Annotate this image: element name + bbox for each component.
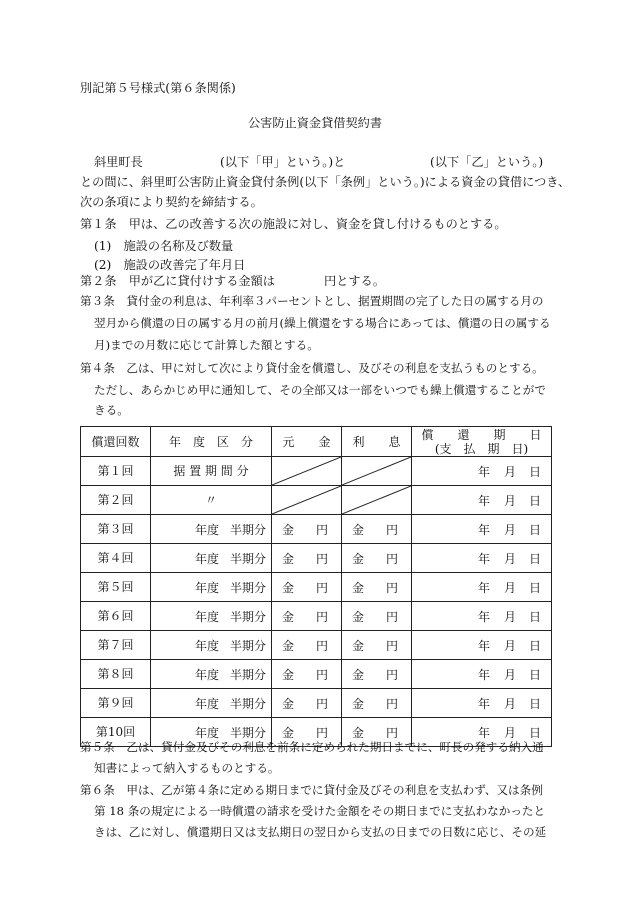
intro-line3: 次の条項により契約を締結する。 <box>80 195 263 209</box>
period-year-label: 年度 <box>195 552 220 566</box>
kin-label: 金 <box>282 726 295 740</box>
row-due-date <box>412 660 552 689</box>
row-interest <box>342 602 412 631</box>
kin-label: 金 <box>352 726 365 740</box>
intro-party-a: (以下「甲」という。)と <box>220 155 346 169</box>
form-label: 別記第５号様式(第６条関係) <box>80 81 236 95</box>
row-interest <box>342 631 412 660</box>
yen-label: 円 <box>316 668 329 682</box>
row-principal <box>272 573 342 602</box>
row-period <box>151 631 272 660</box>
kin-label: 金 <box>352 639 365 653</box>
row-interest <box>342 689 412 718</box>
article-4-line1: 第４条 乙は、甲に対して次により貸付金を償還し、及びその利息を支払うものとする。 <box>80 361 544 375</box>
article-1-item-2: (2) 施設の改善完了年月日 <box>94 258 246 272</box>
table-row <box>81 631 552 660</box>
day-label: 日 <box>529 610 542 624</box>
period-year-label: 年度 <box>195 639 220 653</box>
yen-label: 円 <box>386 668 399 682</box>
row-principal <box>272 544 342 573</box>
period-half-label: 半期分 <box>230 581 267 595</box>
yen-label: 円 <box>386 726 399 740</box>
row-due-date <box>412 573 552 602</box>
month-label: 月 <box>504 610 517 624</box>
header-period: 年 度 区 分 <box>151 427 272 457</box>
year-label: 年 <box>478 668 491 682</box>
yen-label: 円 <box>386 697 399 711</box>
table-row <box>81 457 552 486</box>
row-count: 第７回 <box>81 631 151 660</box>
row-count: 第６回 <box>81 602 151 631</box>
article-5-line1: 第５条 乙は、貸付金及びその利息を前条に定められた期日までに、町長の発する納入通 <box>80 740 544 754</box>
day-label: 日 <box>529 726 542 740</box>
article-2: 第２条 甲が乙に貸付けする金額は <box>80 274 275 288</box>
kin-label: 金 <box>282 581 295 595</box>
diagonal-strike <box>272 486 341 514</box>
row-interest <box>342 573 412 602</box>
table-row <box>81 486 552 515</box>
month-label: 月 <box>504 494 517 508</box>
row-principal <box>272 689 342 718</box>
kin-label: 金 <box>282 668 295 682</box>
row-count: 第２回 <box>81 486 151 515</box>
row-due-date <box>412 486 552 515</box>
kin-label: 金 <box>282 639 295 653</box>
table-row <box>81 660 552 689</box>
month-label: 月 <box>504 581 517 595</box>
day-label: 日 <box>529 523 542 537</box>
period-half-label: 半期分 <box>230 552 267 566</box>
period-half-label: 半期分 <box>230 726 267 740</box>
day-label: 日 <box>529 668 542 682</box>
yen-label: 円 <box>316 697 329 711</box>
period-half-label: 半期分 <box>230 639 267 653</box>
row-count: 第８回 <box>81 660 151 689</box>
row-due-date <box>412 544 552 573</box>
intro-mayor: 斜里町長 <box>94 155 143 169</box>
day-label: 日 <box>529 465 542 479</box>
year-label: 年 <box>478 581 491 595</box>
table-row <box>81 544 552 573</box>
header-interest: 利 息 <box>342 427 412 457</box>
row-count: 第５回 <box>81 573 151 602</box>
yen-label: 円 <box>316 552 329 566</box>
document-title: 公害防止資金貸借契約書 <box>247 116 383 130</box>
month-label: 月 <box>504 639 517 653</box>
table-row <box>81 573 552 602</box>
day-label: 日 <box>529 581 542 595</box>
yen-label: 円 <box>386 610 399 624</box>
article-5-line2: 知書によって納入するものとする。 <box>94 761 280 775</box>
row-due-date <box>412 515 552 544</box>
yen-label: 円 <box>386 639 399 653</box>
month-label: 月 <box>504 697 517 711</box>
period-year-label: 年度 <box>195 668 220 682</box>
yen-label: 円 <box>316 639 329 653</box>
yen-label: 円 <box>386 523 399 537</box>
row-interest <box>342 660 412 689</box>
row-period <box>151 573 272 602</box>
row-principal <box>272 602 342 631</box>
kin-label: 金 <box>352 610 365 624</box>
period-year-label: 年度 <box>195 697 220 711</box>
table-row <box>81 515 552 544</box>
month-label: 月 <box>504 726 517 740</box>
article-4-line2: ただし、あらかじめ甲に通知して、その全部又は一部をいつでも繰上償還することがで <box>94 383 546 397</box>
period-half-label: 半期分 <box>230 523 267 537</box>
day-label: 日 <box>529 494 542 508</box>
period-year-label: 年度 <box>195 610 220 624</box>
header-due-line1: 償 還 期 日 <box>421 427 542 442</box>
period-half-label: 半期分 <box>230 697 267 711</box>
row-count: 第10回 <box>81 718 151 747</box>
yen-label: 円 <box>316 581 329 595</box>
row-period: 〃 <box>151 486 272 515</box>
row-period <box>151 515 272 544</box>
row-count: 第１回 <box>81 457 151 486</box>
repayment-schedule-table <box>80 426 552 747</box>
period-year-label: 年度 <box>195 726 220 740</box>
row-count: 第３回 <box>81 515 151 544</box>
row-due-date <box>412 602 552 631</box>
row-due-date <box>412 689 552 718</box>
year-label: 年 <box>478 610 491 624</box>
period-half-label: 半期分 <box>230 668 267 682</box>
row-period <box>151 602 272 631</box>
period-year-label: 年度 <box>195 581 220 595</box>
article-2-yen: 円とする。 <box>324 274 385 288</box>
header-due-line2: (支 払 期 日) <box>434 441 529 456</box>
diagonal-strike <box>342 457 411 485</box>
diagonal-strike <box>272 457 341 485</box>
period-year-label: 年度 <box>195 523 220 537</box>
intro-line2: との間に、斜里町公害防止資金貸付条例(以下「条例」という。)による資金の貸借につき、 <box>80 175 571 189</box>
kin-label: 金 <box>352 523 365 537</box>
article-6-line1: 第６条 甲は、乙が第４条に定める期日までに貸付金及びその利息を支払わず、又は条例 <box>80 783 543 797</box>
year-label: 年 <box>478 639 491 653</box>
row-due-date <box>412 457 552 486</box>
year-label: 年 <box>478 697 491 711</box>
row-principal-crossed <box>272 486 342 515</box>
year-label: 年 <box>478 523 491 537</box>
yen-label: 円 <box>386 581 399 595</box>
yen-label: 円 <box>386 552 399 566</box>
row-count: 第９回 <box>81 689 151 718</box>
table-row <box>81 602 552 631</box>
month-label: 月 <box>504 552 517 566</box>
table-body <box>81 457 552 747</box>
article-3-line3: 月)までの月数に応じて計算した額とする。 <box>94 338 319 352</box>
kin-label: 金 <box>282 552 295 566</box>
kin-label: 金 <box>282 523 295 537</box>
kin-label: 金 <box>352 552 365 566</box>
kin-label: 金 <box>282 697 295 711</box>
article-3-line2: 翌月から償還の日の属する月の前月(繰上償還をする場合にあっては、償還の日の属する <box>94 316 551 330</box>
article-4-line3: きる。 <box>94 403 129 417</box>
kin-label: 金 <box>352 668 365 682</box>
month-label: 月 <box>504 523 517 537</box>
article-6-line2: 第 18 条の規定による一時償還の請求を受けた金額をその期日までに支払わなかったと <box>94 804 546 818</box>
row-due-date <box>412 631 552 660</box>
row-interest-crossed <box>342 457 412 486</box>
row-principal <box>272 515 342 544</box>
header-due-date <box>412 427 552 457</box>
row-period <box>151 689 272 718</box>
row-principal <box>272 631 342 660</box>
year-label: 年 <box>478 552 491 566</box>
row-period <box>151 660 272 689</box>
article-1: 第１条 甲は、乙の改善する次の施設に対し、資金を貸し付けるものとする。 <box>80 217 507 231</box>
day-label: 日 <box>529 639 542 653</box>
article-6-line3: きは、乙に対し、償還期日又は支払期日の翌日から支払の日までの日数に応じ、その延 <box>94 825 547 839</box>
yen-label: 円 <box>316 523 329 537</box>
period-half-label: 半期分 <box>230 610 267 624</box>
day-label: 日 <box>529 697 542 711</box>
article-3-line1: 第３条 貸付金の利息は、年利率３パーセントとし、据置期間の完了した日の属する月の <box>80 294 544 308</box>
month-label: 月 <box>504 465 517 479</box>
row-period: 据 置 期 間 分 <box>151 457 272 486</box>
kin-label: 金 <box>352 697 365 711</box>
month-label: 月 <box>504 668 517 682</box>
kin-label: 金 <box>352 581 365 595</box>
kin-label: 金 <box>282 610 295 624</box>
yen-label: 円 <box>316 610 329 624</box>
intro-party-b: (以下「乙」という。) <box>430 155 544 169</box>
yen-label: 円 <box>316 726 329 740</box>
year-label: 年 <box>478 726 491 740</box>
header-principal: 元 金 <box>272 427 342 457</box>
row-principal-crossed <box>272 457 342 486</box>
row-period <box>151 544 272 573</box>
diagonal-strike <box>342 486 411 514</box>
row-principal <box>272 660 342 689</box>
row-count: 第４回 <box>81 544 151 573</box>
year-label: 年 <box>478 465 491 479</box>
header-count: 償還回数 <box>81 427 151 457</box>
table-header-row <box>81 427 552 457</box>
row-interest-crossed <box>342 486 412 515</box>
row-interest <box>342 515 412 544</box>
article-1-item-1: (1) 施設の名称及び数量 <box>94 239 234 253</box>
row-interest <box>342 544 412 573</box>
year-label: 年 <box>478 494 491 508</box>
day-label: 日 <box>529 552 542 566</box>
table-row <box>81 689 552 718</box>
